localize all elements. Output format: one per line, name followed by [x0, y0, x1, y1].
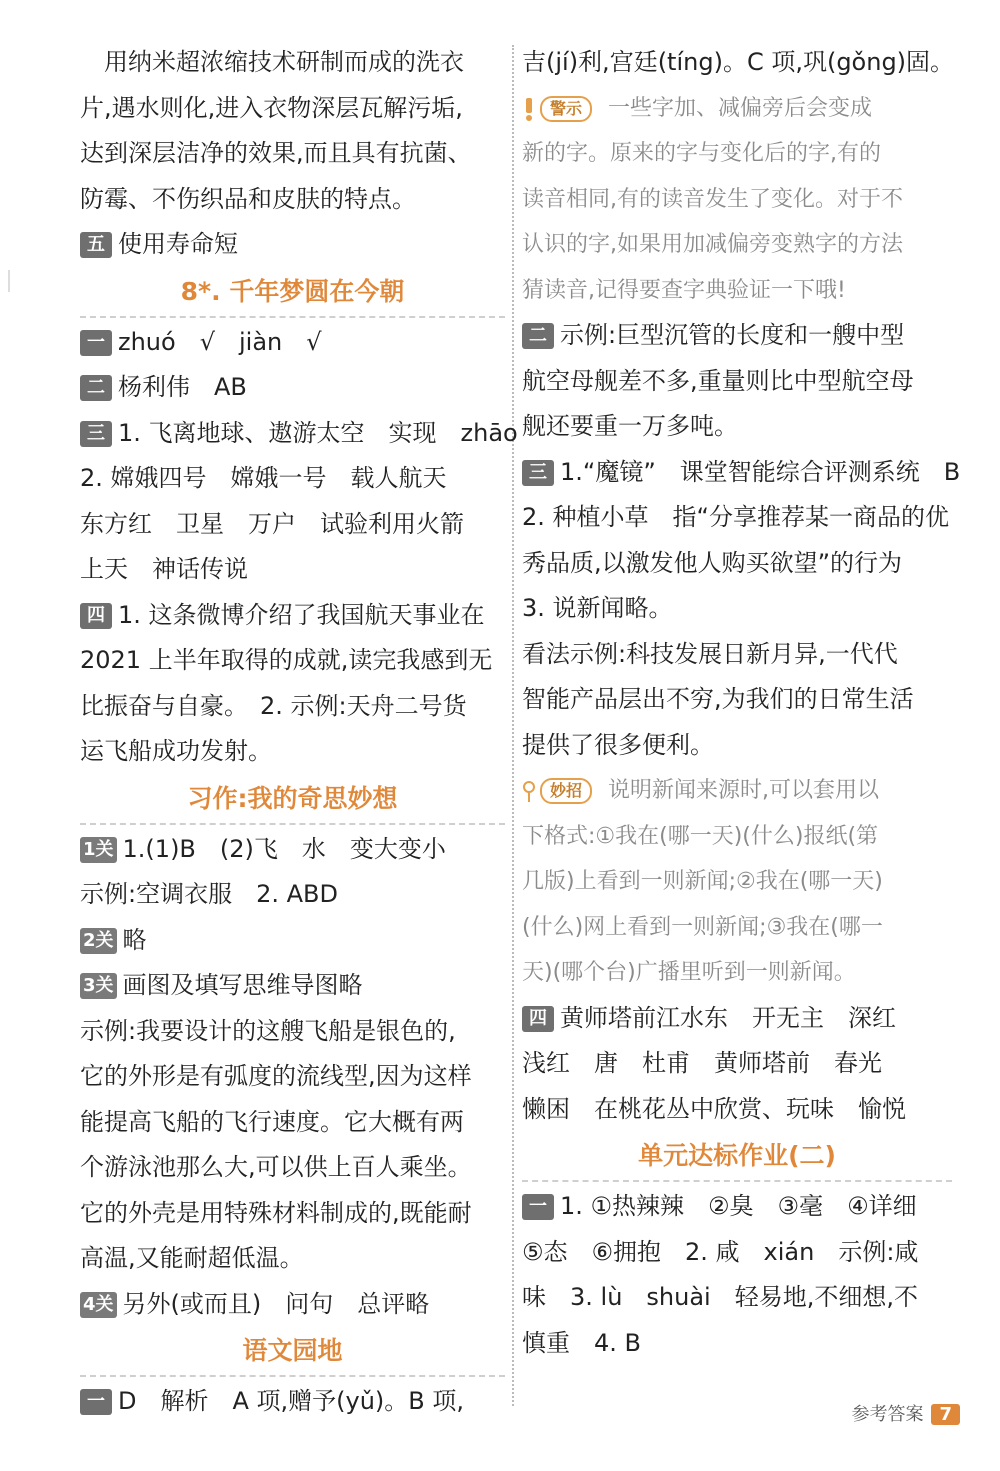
answer-row — [80, 411, 518, 457]
intro-line: 防霉、不伤织品和皮肤的特点。 — [80, 184, 416, 213]
answer-line: 航空母舰差不多,重量则比中型航空母 — [522, 366, 914, 395]
intro-line: 用纳米超浓缩技术研制而成的洗衣 — [80, 48, 464, 76]
answer-line: ⑤态 ⑥拥抱 2. 咸 xián 示例:咸 — [522, 1237, 919, 1266]
answer-line: 3. 说新闻略。 — [522, 594, 673, 622]
answer-line: 个游泳池那么大,可以供上百人乘坐。 — [80, 1153, 472, 1181]
gate-row — [80, 827, 505, 873]
answer-line: 示例:我要设计的这艘飞船是银色的, — [80, 1016, 456, 1045]
tip-note — [522, 768, 952, 814]
answer-line: 看法示例:科技发展日新月异,一代代 — [522, 639, 898, 668]
answer-text: 1. 飞离地球、遨游太空 实现 zhāo — [118, 418, 518, 447]
answer-line: 2021 上半年取得的成就,读完我感到无 — [80, 646, 493, 674]
answer-line: 高温,又能耐超低温。 — [80, 1244, 304, 1272]
answer-line: 味 3. lù shuài 轻易地,不细想,不 — [522, 1283, 918, 1311]
answer-text: 示例:巨型沉管的长度和一艘中型 — [560, 321, 905, 349]
answer-row — [522, 996, 952, 1042]
answer-line: 它的外壳是用特殊材料制成的,既能耐 — [80, 1198, 472, 1227]
answer-line: 它的外形是有弧度的流线型,因为这样 — [80, 1062, 472, 1090]
note-text: 一些字加、减偏旁后会变成 — [608, 95, 873, 121]
answer-text: 1. 这条微博介绍了我国航天事业在 — [118, 600, 485, 629]
answer-line: 吉(jí)利,宫廷(tíng)。C 项,巩(gǒng)固。 — [522, 48, 955, 76]
answer-line: 2. 种植小草 指“分享推荐某一商品的优 — [522, 503, 949, 531]
note-line: 猜读音,记得要查字典验证一下哦! — [522, 277, 846, 303]
question-badge: 三 — [522, 460, 554, 486]
answer-text: 1.(1)B (2)飞 水 变大变小 — [122, 834, 446, 863]
answer-text: 画图及填写思维导图略 — [122, 971, 363, 999]
question-badge: 四 — [80, 603, 112, 629]
note-line: 下格式:①我在(哪一天)(什么)报纸(第 — [522, 823, 879, 849]
question-badge: 一 — [80, 330, 112, 356]
warning-tag: 警示 — [540, 96, 592, 122]
intro-line: 达到深层洁净的效果,而且具有抗菌、 — [80, 139, 472, 167]
left-column — [80, 40, 518, 1425]
answer-line: 上天 神话传说 — [80, 555, 248, 583]
unit-title: 单元达标作业(二) — [522, 1132, 952, 1182]
question-badge: 一 — [80, 1389, 112, 1415]
answer-text: 另外(或而且) 问句 总评略 — [122, 1289, 430, 1318]
question-badge: 四 — [522, 1006, 554, 1032]
garden-title: 语文园地 — [80, 1327, 505, 1377]
note-line: 几版)上看到一则新闻;②我在(哪一天) — [522, 869, 883, 894]
answer-line: 能提高飞船的飞行速度。它大概有两 — [80, 1107, 464, 1136]
question-badge: 一 — [522, 1194, 554, 1220]
answer-line: 2. 嫦娥四号 嫦娥一号 载人航天 — [80, 464, 447, 492]
answer-text: 略 — [122, 925, 147, 954]
answer-line: 示例:空调衣服 2. ABD — [80, 880, 338, 908]
answer-line: 懒困 在桃花丛中欣赏、玩味 愉悦 — [522, 1094, 906, 1123]
note-line: 新的字。原来的字与变化后的字,有的 — [522, 141, 881, 166]
note-text: 说明新闻来源时,可以套用以 — [608, 778, 880, 803]
answer-line: 智能产品层出不穷,为我们的日常生活 — [522, 685, 914, 713]
answer-line: 提供了很多便利。 — [522, 730, 714, 759]
answer-text: 1. ①热辣辣 ②臭 ③毫 ④详细 — [560, 1192, 917, 1220]
writing-title: 习作:我的奇思妙想 — [80, 775, 505, 825]
answer-line: 浅红 唐 杜甫 黄师塔前 春光 — [522, 1049, 882, 1077]
answer-line: 舰还要重一万多吨。 — [522, 412, 738, 440]
page-number: 7 — [931, 1404, 960, 1425]
answer-row — [522, 450, 961, 496]
question-badge: 二 — [522, 323, 554, 349]
gate-badge: 1关 — [80, 837, 117, 863]
lesson-title: 8*. 千年梦圆在今朝 — [80, 268, 505, 318]
answer-line: 东方红 卫星 万户 试验利用火箭 — [80, 509, 464, 538]
answer-row — [80, 593, 505, 639]
answer-row — [522, 1184, 952, 1230]
answer-text: 1.“魔镜” 课堂智能综合评测系统 B — [560, 457, 961, 486]
gate-badge: 3关 — [80, 973, 117, 999]
answer-text: D 解析 A 项,赠予(yǔ)。B 项, — [118, 1387, 465, 1415]
question-badge: 三 — [80, 421, 112, 447]
page-footer — [851, 1400, 960, 1426]
magnifier-icon — [522, 778, 536, 804]
question-badge: 五 — [80, 232, 112, 258]
answer-text: 杨利伟 AB — [118, 373, 247, 401]
gate-badge: 2关 — [80, 928, 117, 954]
answer-text: 黄师塔前江水东 开无主 深红 — [560, 1003, 896, 1032]
answer-row — [80, 365, 505, 411]
answer-row — [80, 320, 505, 366]
right-column — [522, 40, 961, 1366]
item-text: 使用寿命短 — [118, 230, 238, 258]
answer-line: 运飞船成功发射。 — [80, 737, 272, 765]
note-line: 读音相同,有的读音发生了变化。对于不 — [522, 186, 903, 212]
gate-badge: 4关 — [80, 1292, 117, 1318]
margin-mark — [8, 270, 10, 292]
warning-note — [522, 86, 952, 132]
footer-label: 参考答案 — [851, 1404, 924, 1425]
item-five — [80, 222, 505, 268]
note-line: 认识的字,如果用加减偏旁变熟字的方法 — [522, 232, 903, 257]
answer-row — [522, 313, 952, 359]
answer-line: 秀品质,以激发他人购买欲望”的行为 — [522, 548, 903, 577]
answer-line: 慎重 4. B — [522, 1328, 641, 1357]
answer-line: 比振奋与自豪。 2. 示例:天舟二号货 — [80, 691, 467, 720]
column-divider — [512, 45, 514, 1406]
gate-row — [80, 918, 505, 964]
gate-row — [80, 1282, 505, 1328]
tip-tag: 妙招 — [540, 778, 592, 804]
note-line: (什么)网上看到一则新闻;③我在(哪一 — [522, 914, 883, 940]
intro-line: 片,遇水则化,进入衣物深层瓦解污垢, — [80, 93, 463, 122]
gate-row — [80, 963, 505, 1009]
question-badge: 二 — [80, 375, 112, 401]
exclamation-icon — [522, 96, 536, 122]
note-line: 天)(哪个台)广播里听到一则新闻。 — [522, 960, 856, 985]
answer-row — [80, 1379, 505, 1425]
answer-text: zhuó √ jiàn √ — [118, 327, 322, 356]
